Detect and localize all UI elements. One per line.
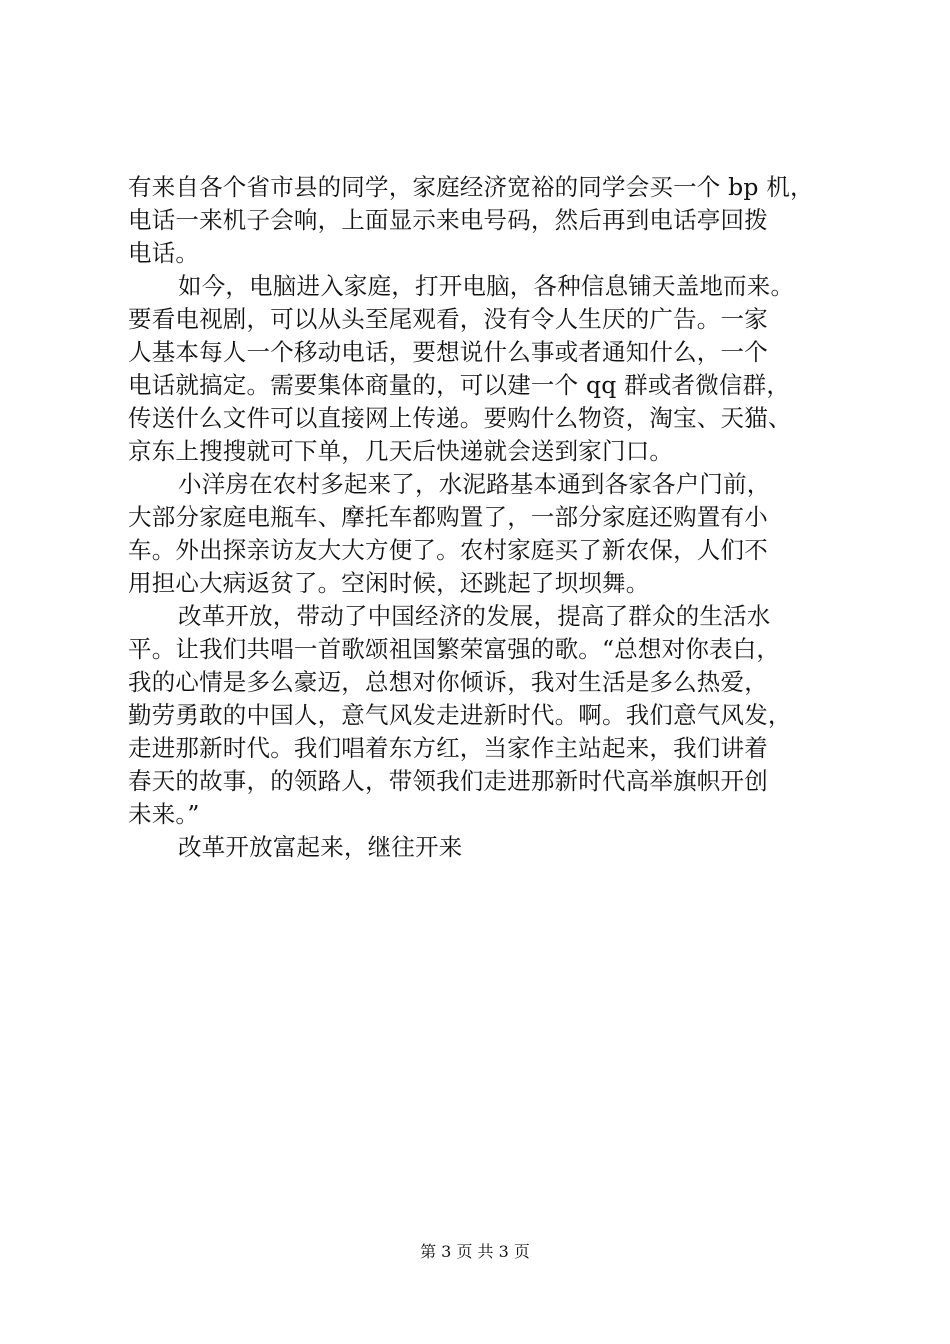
text-line: 用担心大病返贫了。空闲时候，还跳起了坝坝舞。 [128, 569, 650, 597]
text-line: 大部分家庭电瓶车、摩托车都购置了，一部分家庭还购置有小 [128, 503, 768, 531]
text-line: 平。让我们共唱一首歌颂祖国繁荣富强的歌。“总想对你表白， [128, 635, 781, 663]
text-line: 车。外出探亲访友大大方便了。农村家庭买了新农保，人们不 [128, 536, 768, 564]
text-line: 电话一来机子会响，上面显示来电号码，然后再到电话亭回拨 [128, 206, 768, 234]
paragraph-first-line: 如今，电脑进入家庭，打开电脑，各种信息铺天盖地而来。 [178, 272, 795, 300]
text-line: 走进那新时代。我们唱着东方红，当家作主站起来，我们讲着 [128, 734, 768, 762]
text-line: 未来。” [128, 800, 200, 828]
text-line: 京东上搜搜就可下单，几天后快递就会送到家门口。 [128, 437, 674, 465]
paragraph-first-line: 改革开放，带动了中国经济的发展，提高了群众的生活水 [178, 602, 771, 630]
text-line: 要看电视剧，可以从头至尾观看，没有令人生厌的广告。一家 [128, 305, 768, 333]
text-line: 有来自各个省市县的同学，家庭经济宽裕的同学会买一个 bp 机， [128, 173, 814, 201]
document-body [128, 171, 854, 864]
text-line: 电话。 [128, 239, 200, 267]
text-line: 人基本每人一个移动电话，要想说什么事或者通知什么，一个 [128, 338, 768, 366]
text-line: 传送什么文件可以直接网上传递。要购什么物资，淘宝、天猫、 [128, 404, 792, 432]
text-line: 我的心情是多么豪迈，总想对你倾诉，我对生活是多么热爱， [128, 668, 768, 696]
paragraph-first-line: 改革开放富起来，继往开来 [178, 833, 463, 861]
paragraph-first-line: 小洋房在农村多起来了，水泥路基本通到各家各户门前， [178, 470, 771, 498]
text-line: 电话就搞定。需要集体商量的，可以建一个 qq 群或者微信群， [128, 371, 791, 399]
text-line: 春天的故事，的领路人，带领我们走进那新时代高举旗帜开创 [128, 767, 768, 795]
text-line: 勤劳勇敢的中国人，意气风发走进新时代。啊。我们意气风发， [128, 701, 792, 729]
page-number-footer: 第 3 页 共 3 页 [420, 1242, 530, 1261]
